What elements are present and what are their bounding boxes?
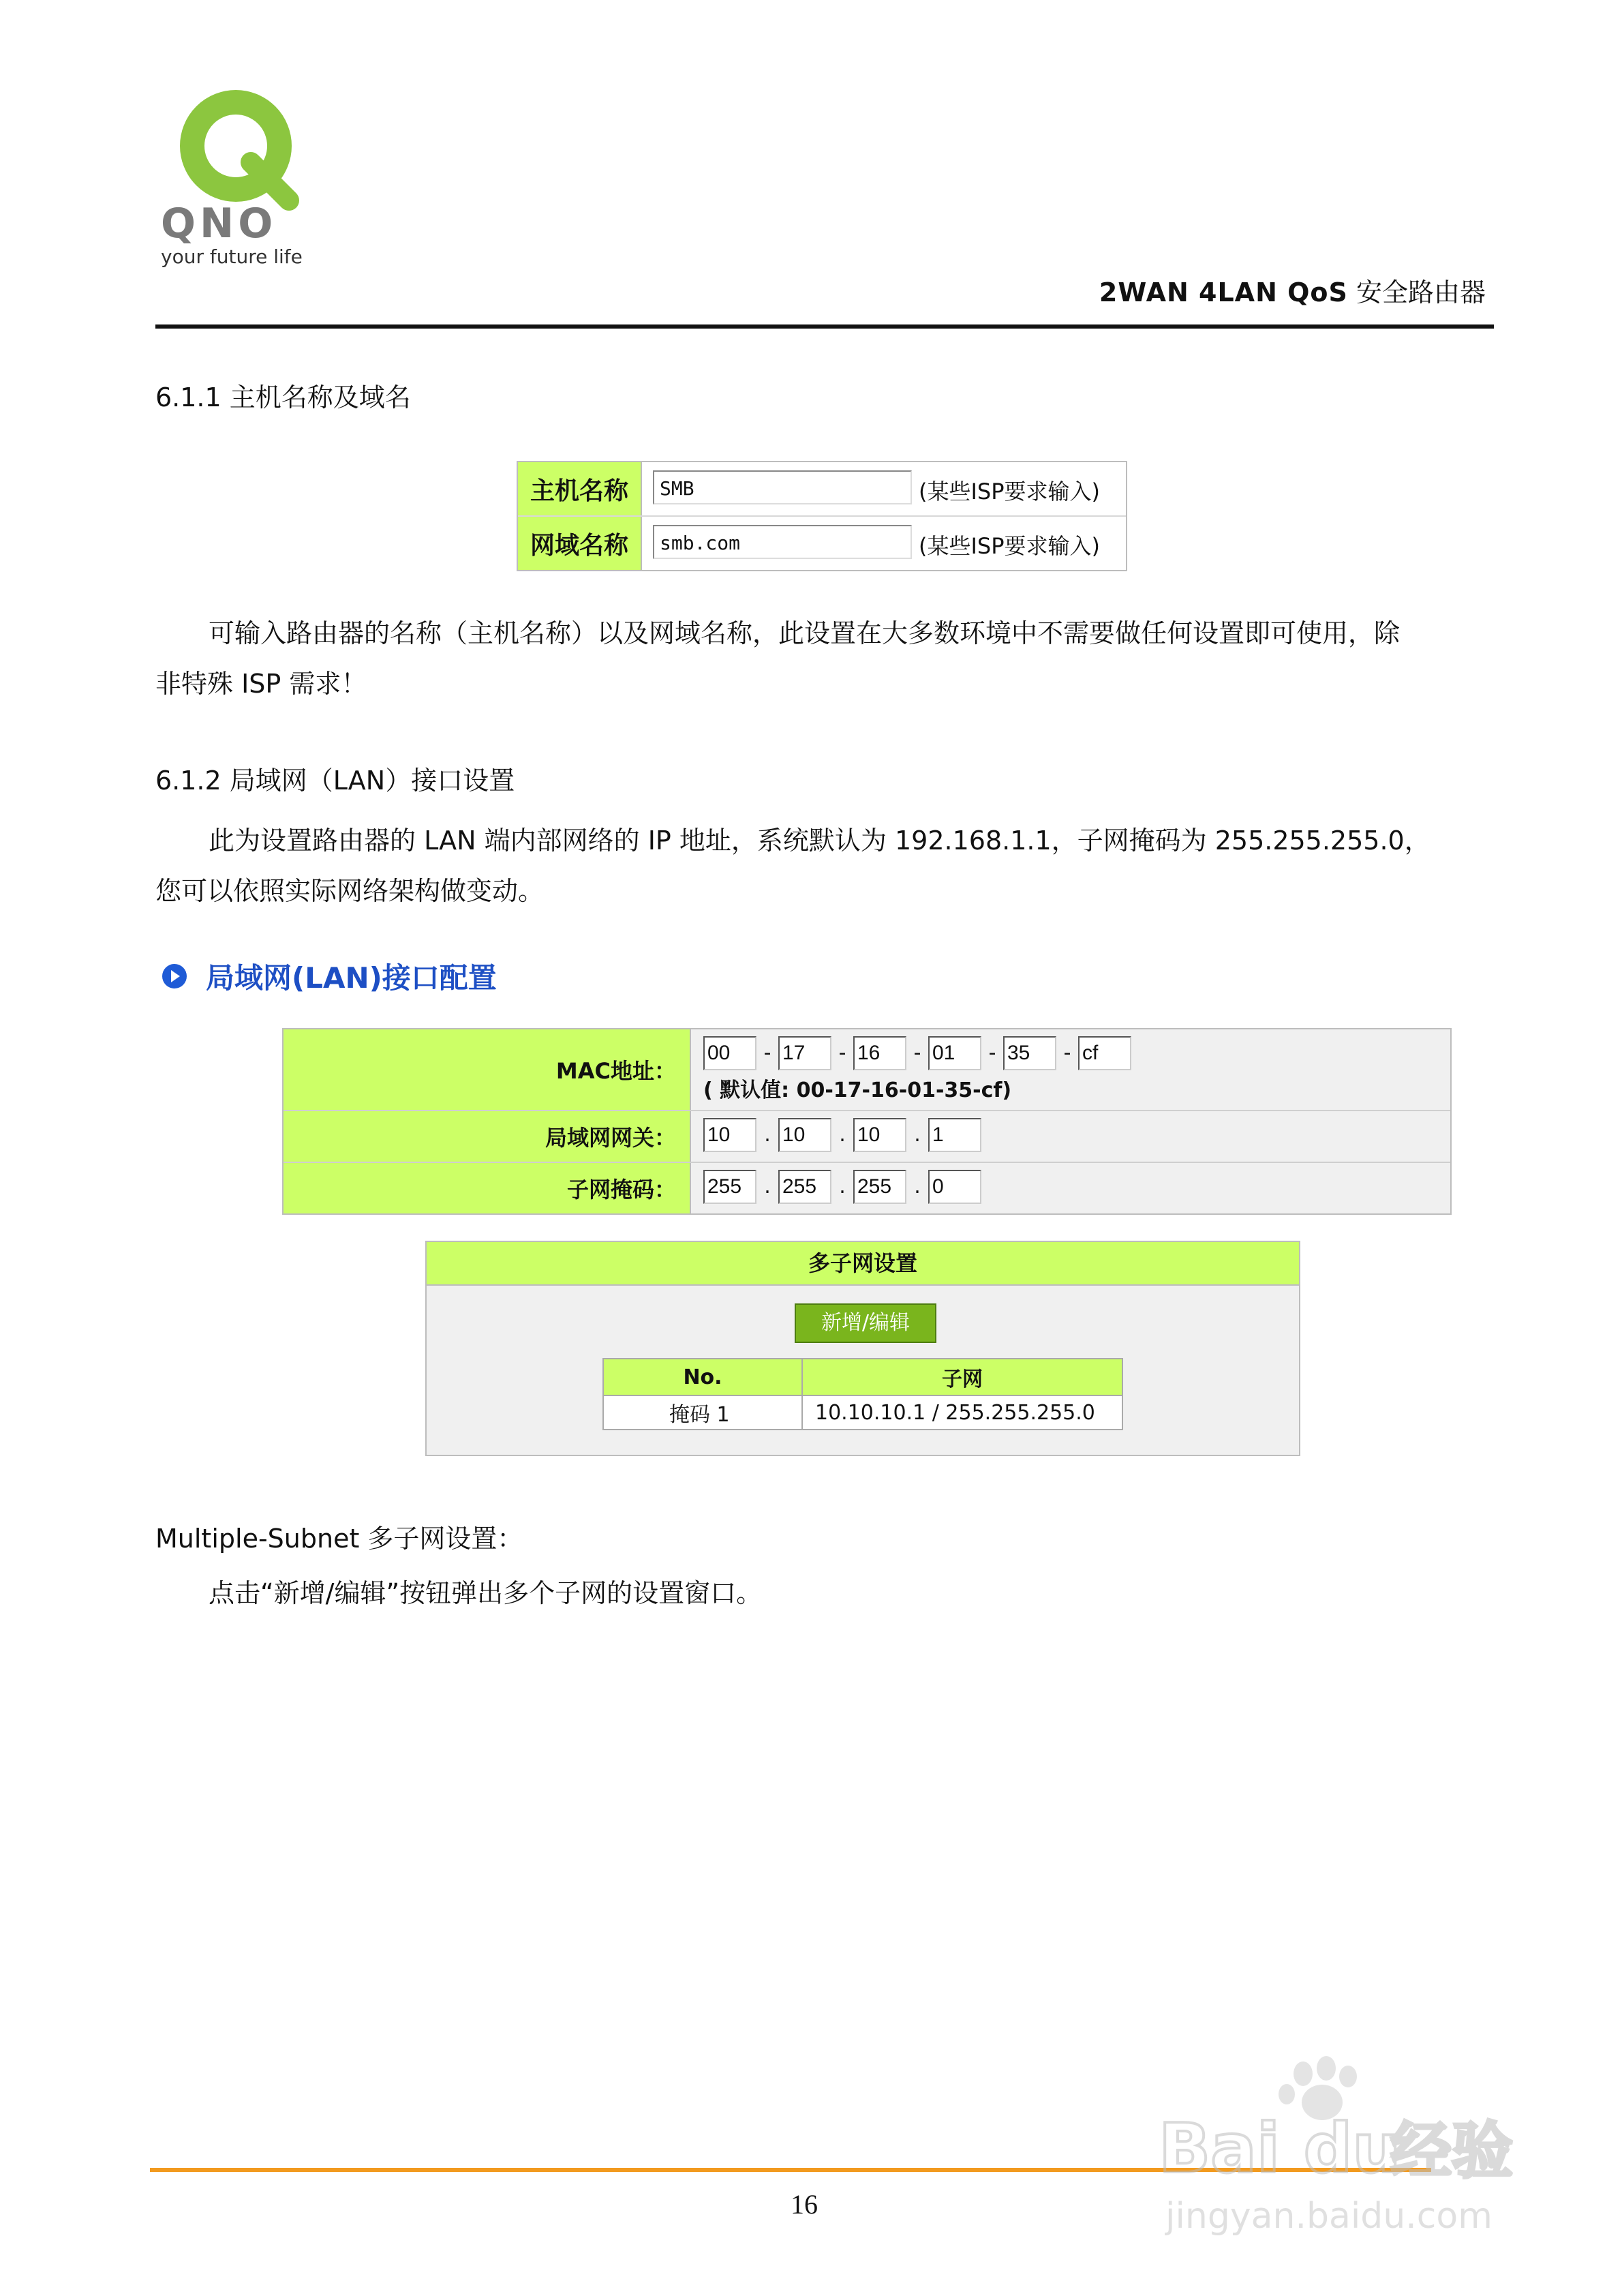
mac-default-note: ( 默认值: 00-17-16-01-35-cf) — [703, 1078, 1012, 1102]
section-heading-611: 6.1.1 主机名称及域名 — [155, 382, 411, 412]
baidu-watermark — [1152, 2049, 1533, 2247]
para-612-line2: 您可以依照实际网络架构做变动。 — [155, 876, 545, 906]
ip-sep: . — [764, 1123, 771, 1147]
mac-octet-2[interactable]: 17 — [778, 1036, 831, 1070]
svg-text:your future life: your future life — [161, 245, 303, 268]
gateway-octet-4[interactable]: 1 — [928, 1118, 981, 1152]
gateway-octet-2[interactable]: 10 — [778, 1118, 831, 1152]
gateway-octet-1[interactable]: 10 — [703, 1118, 756, 1152]
mask-cell — [691, 1163, 1450, 1213]
mask-row — [284, 1163, 1450, 1213]
host-name-label: 主机名称 — [518, 462, 642, 515]
gateway-octet-3[interactable]: 10 — [853, 1118, 906, 1152]
ip-sep: . — [839, 1175, 846, 1198]
table-row — [603, 1395, 1122, 1430]
mac-sep: - — [913, 1041, 921, 1065]
host-name-row — [518, 462, 1126, 517]
gateway-cell — [691, 1111, 1450, 1162]
page-number: 16 — [791, 2189, 818, 2220]
domain-name-hint: (某些ISP要求输入) — [919, 533, 1101, 559]
mask-fields — [703, 1170, 1450, 1204]
multi-subnet-title: 多子网设置 — [427, 1242, 1299, 1286]
domain-name-row — [518, 517, 1126, 570]
mac-sep: - — [763, 1041, 771, 1065]
mac-octet-5[interactable]: 35 — [1003, 1036, 1056, 1070]
ip-sep: . — [914, 1123, 921, 1147]
mac-octet-3[interactable]: 16 — [853, 1036, 906, 1070]
mac-fields — [703, 1036, 1450, 1070]
mac-octet-1[interactable]: 00 — [703, 1036, 756, 1070]
mask-octet-1[interactable]: 255 — [703, 1170, 756, 1204]
col-subnet-header: 子网 — [802, 1359, 1122, 1395]
subnet-value-cell: 10.10.10.1 / 255.255.255.0 — [802, 1395, 1122, 1430]
lan-config-table — [282, 1028, 1452, 1215]
mask-octet-3[interactable]: 255 — [853, 1170, 906, 1204]
mac-cell — [691, 1029, 1450, 1110]
mac-label: MAC地址： — [284, 1029, 691, 1110]
mac-octet-4[interactable]: 01 — [928, 1036, 981, 1070]
product-title — [1099, 271, 1486, 309]
host-name-hint: (某些ISP要求输入) — [919, 479, 1101, 504]
domain-name-input[interactable]: smb.com — [653, 525, 912, 559]
product-latin: 2WAN 4LAN QoS — [1099, 277, 1348, 307]
section-heading-612: 6.1.2 局域网（LAN）接口设置 — [155, 766, 515, 796]
ip-sep: . — [839, 1123, 846, 1147]
lan-config-title: 局域网(LAN)接口配置 — [206, 961, 497, 995]
subnet-no-cell: 掩码 1 — [603, 1395, 802, 1430]
svg-text:Bai du: Bai du — [1159, 2109, 1401, 2188]
lan-config-heading — [162, 956, 497, 997]
section-heading-ms: Multiple-Subnet 多子网设置： — [155, 1524, 523, 1554]
product-cn: 安全路由器 — [1356, 277, 1486, 307]
subnet-table — [602, 1358, 1123, 1430]
host-name-table — [517, 461, 1127, 571]
gateway-fields — [703, 1118, 1450, 1152]
mask-label: 子网掩码： — [284, 1163, 691, 1213]
gateway-row — [284, 1111, 1450, 1163]
svg-text:经验: 经验 — [1390, 2115, 1513, 2187]
mac-octet-6[interactable]: cf — [1078, 1036, 1131, 1070]
col-no-header: No. — [603, 1359, 802, 1395]
mac-sep: - — [1063, 1041, 1071, 1065]
svg-text:jingyan.baidu.com: jingyan.baidu.com — [1165, 2196, 1493, 2237]
gateway-label: 局域网网关： — [284, 1111, 691, 1162]
mac-row — [284, 1029, 1450, 1111]
domain-name-label: 网域名称 — [518, 517, 642, 570]
mask-octet-4[interactable]: 0 — [928, 1170, 981, 1204]
host-name-input[interactable]: SMB — [653, 470, 912, 504]
ip-sep: . — [764, 1175, 771, 1198]
subnet-table-header — [603, 1359, 1122, 1395]
para-611-line1: 可输入路由器的名称（主机名称）以及网域名称，此设置在大多数环境中不需要做任何设置即可使用，除 — [209, 618, 1401, 648]
para-611-line2: 非特殊 ISP 需求！ — [155, 669, 367, 699]
arrow-right-icon — [162, 964, 187, 988]
para-ms: 点击“新增/编辑”按钮弹出多个子网的设置窗口。 — [209, 1578, 763, 1608]
qno-logo — [155, 80, 319, 285]
mac-sep: - — [988, 1041, 996, 1065]
mask-octet-2[interactable]: 255 — [778, 1170, 831, 1204]
add-edit-button[interactable]: 新增/编辑 — [795, 1303, 936, 1343]
para-612-line1: 此为设置路由器的 LAN 端内部网络的 IP 地址，系统默认为 192.168.1.1，子网掩码为 255.255.255.0， — [209, 826, 1430, 856]
mac-sep: - — [838, 1041, 846, 1065]
svg-text:QNO: QNO — [161, 200, 277, 247]
ip-sep: . — [914, 1175, 921, 1198]
header-divider — [155, 324, 1494, 329]
multi-subnet-panel — [425, 1241, 1300, 1456]
